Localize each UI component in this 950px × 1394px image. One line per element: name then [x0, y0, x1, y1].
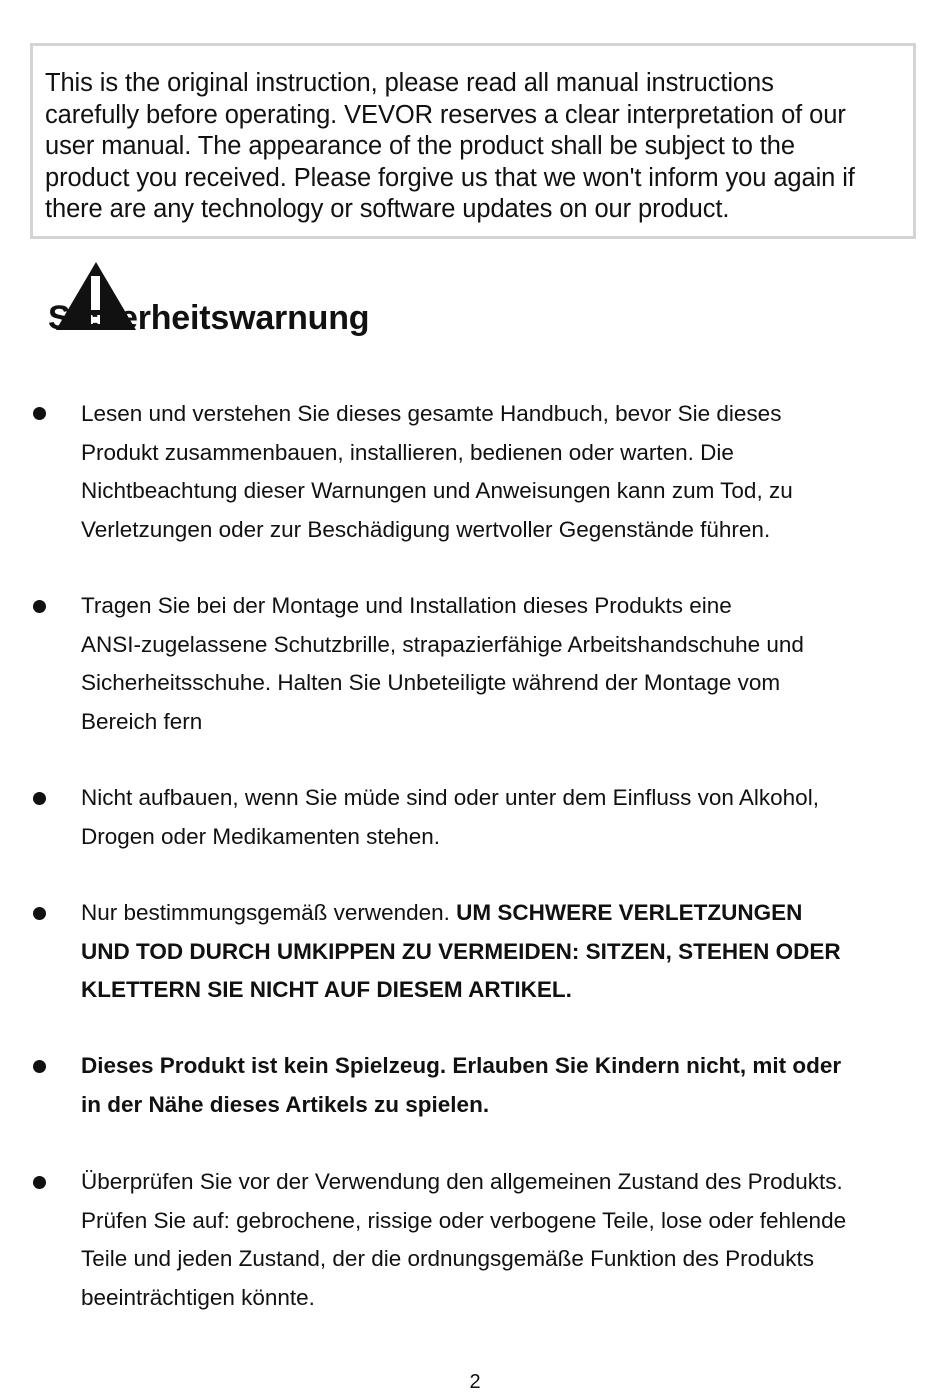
notice-text — [45, 68, 903, 226]
bullet-dot-icon — [33, 1176, 46, 1189]
bullet-dot-icon — [33, 600, 46, 613]
list-item-line: Nicht aufbauen, wenn Sie müde sind oder unter dem Einfluss von Alkohol, — [81, 785, 819, 810]
section-title: Sicherheitswarnung — [48, 299, 370, 337]
list-item-line-bold: UM SCHWERE VERLETZUNGEN — [456, 900, 803, 925]
notice-line: there are any technology or software updates on our product. — [45, 195, 730, 223]
list-item-text — [81, 395, 931, 549]
bullet-dot-icon — [33, 792, 46, 805]
bullet-dot-icon — [33, 907, 46, 920]
notice-line: product you received. Please forgive us that we won't inform you again if — [45, 163, 855, 192]
list-item-line: Lesen und verstehen Sie dieses gesamte Handbuch, bevor Sie dieses — [81, 401, 782, 426]
list-item-line: ANSI-zugelassene Schutzbrille, strapazierfähige Arbeitshandschuhe und — [81, 631, 804, 657]
list-item-line-bold: UND TOD DURCH UMKIPPEN ZU VERMEIDEN: SITZEN, STEHEN ODER — [81, 938, 841, 964]
list-item-text — [81, 1047, 931, 1124]
list-item-line: Verletzungen oder zur Beschädigung wertvoller Gegenstände führen. — [81, 516, 771, 542]
notice-line: carefully before operating. VEVOR reserves a clear interpretation of our — [45, 100, 846, 129]
list-item-line: beeinträchtigen könnte. — [81, 1284, 315, 1310]
list-item-line: Nur bestimmungsgemäß verwenden. — [81, 900, 457, 925]
list-item-text — [81, 587, 931, 741]
list-item-line: Tragen Sie bei der Montage und Installation dieses Produkts eine — [81, 593, 732, 618]
list-item-line: in der Nähe dieses Artikels zu spielen. — [81, 1091, 490, 1117]
bullet-dot-icon — [33, 1060, 46, 1073]
list-item-text — [81, 894, 931, 1010]
list-item-line: Produkt zusammenbauen, installieren, bedienen oder warten. Die — [81, 439, 734, 465]
list-item-line: Teile und jeden Zustand, der die ordnungsgemäße Funktion des Produkts — [81, 1246, 814, 1271]
list-item-text — [81, 779, 931, 856]
list-item-line: Sicherheitsschuhe. Halten Sie Unbeteiligte während der Montage vom — [81, 670, 781, 695]
notice-line: user manual. The appearance of the product shall be subject to the — [45, 132, 795, 160]
list-item-line: Dieses Produkt ist kein Spielzeug. Erlauben Sie Kindern nicht, mit oder — [81, 1053, 842, 1078]
list-item-line: Bereich fern — [81, 708, 203, 734]
notice-line: This is the original instruction, please read all manual instructions — [45, 69, 774, 97]
list-item-line: Nichtbeachtung dieser Warnungen und Anweisungen kann zum Tod, zu — [81, 478, 793, 503]
list-item-line: Drogen oder Medikamenten stehen. — [81, 823, 440, 849]
page-number: 2 — [469, 1371, 481, 1393]
list-item-line-bold: KLETTERN SIE NICHT AUF DIESEM ARTIKEL. — [81, 977, 572, 1002]
list-item-line: Prüfen Sie auf: gebrochene, rissige oder verbogene Teile, lose oder fehlende — [81, 1207, 847, 1233]
list-item-line: Überprüfen Sie vor der Verwendung den allgemeinen Zustand des Produkts. — [81, 1169, 843, 1194]
notice-box — [30, 43, 916, 239]
list-item-text — [81, 1163, 931, 1317]
bullet-dot-icon — [33, 407, 46, 420]
